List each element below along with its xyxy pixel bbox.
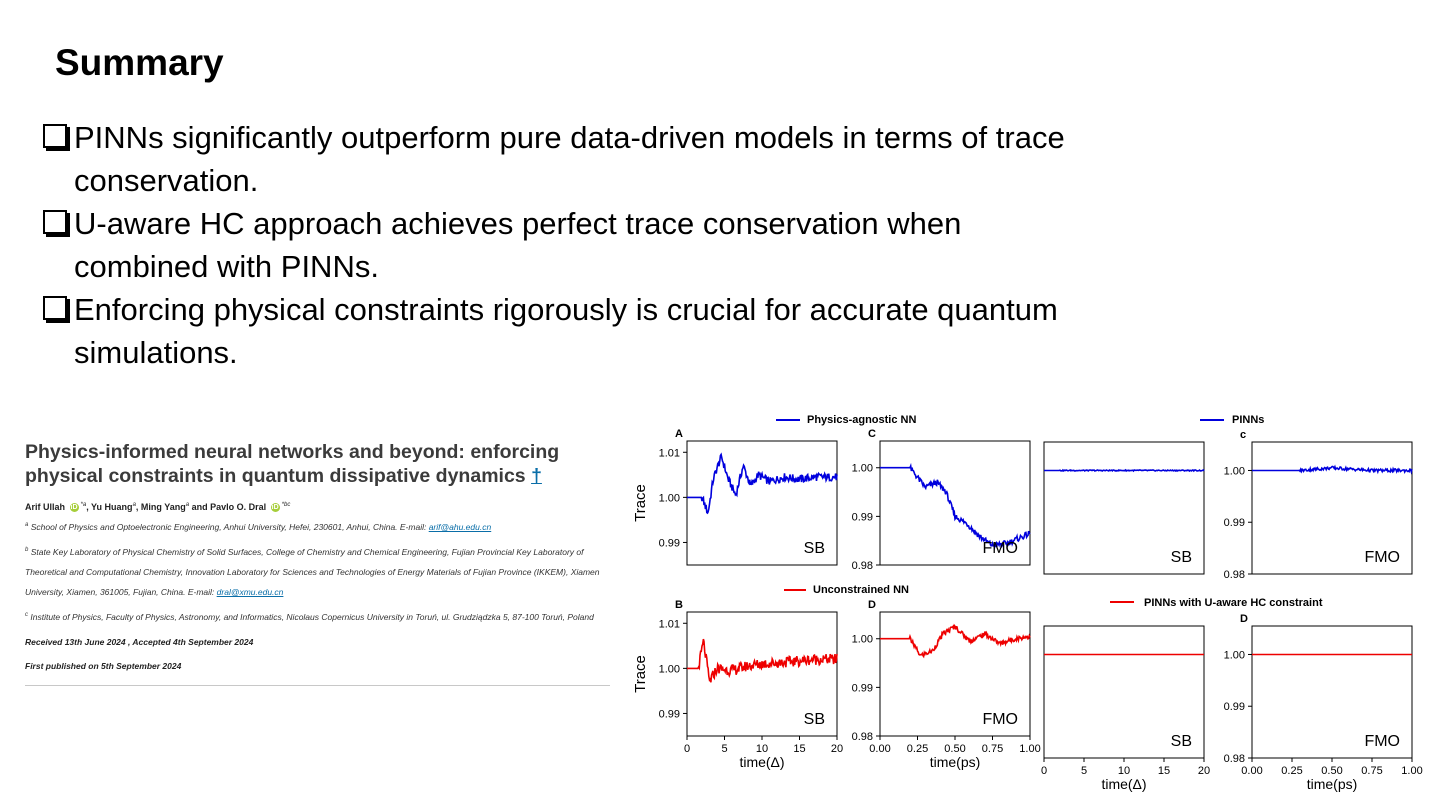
- y-tick-label: 0.98: [1223, 753, 1245, 765]
- x-axis-label: time(ps): [1306, 776, 1358, 792]
- x-tick-label: 1.00: [1401, 765, 1423, 777]
- affiliation-text: School of Physics and Optoelectronic Engineering, Anhui University, Hefei, 230601, Anhui, China. E-mail:: [30, 521, 429, 532]
- x-tick-label: 10: [1117, 765, 1131, 777]
- y-tick-label: 0.99: [658, 537, 680, 550]
- affiliation: [25, 540, 610, 602]
- y-tick-label: 1.01: [658, 618, 680, 631]
- panel-letter: C: [868, 428, 876, 440]
- panel-system-label: SB: [1170, 733, 1192, 750]
- affiliation: [25, 605, 610, 627]
- affiliation: [25, 515, 610, 537]
- x-tick-label: 0.00: [869, 743, 891, 755]
- y-tick-label: 0.98: [1223, 569, 1245, 581]
- results-figure: [620, 400, 1423, 800]
- author-name[interactable]: Pavlo O. Dral: [210, 502, 267, 512]
- x-axis-label: time(ps): [929, 754, 981, 770]
- panel-letter: c: [1240, 429, 1247, 441]
- chart-panel: [632, 428, 837, 565]
- author-sup: a: [132, 502, 136, 508]
- author-name[interactable]: Ming Yang: [140, 502, 186, 512]
- divider: [25, 685, 610, 686]
- series-line: [880, 466, 1030, 547]
- panel-letter: D: [868, 599, 876, 611]
- legend-top-left: [776, 414, 916, 426]
- x-axis-label: time(Δ): [1101, 776, 1147, 792]
- y-tick-label: 1.00: [851, 633, 873, 646]
- y-axis-label: Trace: [632, 484, 649, 522]
- series-line: [1044, 470, 1204, 471]
- y-tick-label: 0.98: [851, 731, 873, 743]
- author-sup: *a: [80, 502, 87, 508]
- y-axis-label: Trace: [632, 655, 649, 693]
- x-tick-label: 0.75: [981, 743, 1004, 755]
- panel-system-label: FMO: [982, 711, 1018, 728]
- x-tick-label: 5: [721, 743, 728, 755]
- panel-letter: B: [675, 599, 683, 611]
- x-tick-label: 0: [683, 743, 691, 755]
- y-tick-label: 0.99: [1223, 701, 1245, 714]
- series-line: [687, 455, 837, 514]
- legend-text: Physics-agnostic NN: [807, 414, 917, 426]
- panel-system-label: SB: [1170, 549, 1192, 566]
- paper-header: [25, 440, 610, 686]
- legend-text: PINNs with U-aware HC constraint: [1144, 597, 1323, 609]
- author-sep: ,: [135, 502, 141, 512]
- published-date: First published on 5th September 2024: [25, 660, 182, 671]
- y-tick-label: 0.99: [658, 708, 680, 721]
- email-link[interactable]: arif@ahu.edu.cn: [428, 521, 492, 532]
- panel-system-label: FMO: [1364, 549, 1400, 566]
- x-tick-label: 0.25: [906, 743, 929, 755]
- chart-panel: [1224, 613, 1423, 792]
- y-tick-label: 0.99: [851, 511, 873, 524]
- bullet-item: [40, 202, 1100, 288]
- x-tick-label: 0.00: [1241, 765, 1263, 777]
- y-tick-label: 0.99: [1223, 517, 1245, 530]
- bullet-item: [40, 116, 1100, 202]
- author-sep: and: [189, 502, 211, 512]
- x-tick-label: 10: [755, 743, 769, 755]
- author-sup: *bc: [281, 502, 291, 508]
- x-axis-label: time(Δ): [739, 754, 785, 770]
- chart-panel: [632, 599, 843, 770]
- legend-bottom-right: [1110, 597, 1323, 609]
- checkbox-bullet-icon: [43, 210, 67, 234]
- y-tick-label: 1.00: [658, 663, 680, 676]
- bullet-item: [40, 288, 1100, 374]
- affiliation-mark: a: [25, 522, 29, 529]
- y-tick-label: 1.00: [658, 492, 680, 505]
- legend-text: Unconstrained NN: [813, 584, 909, 596]
- chart-panel: [1044, 442, 1204, 574]
- bullet-text: PINNs significantly outperform pure data-driven models in terms of trace conservation.: [74, 120, 1065, 198]
- orcid-icon[interactable]: iD: [271, 504, 279, 512]
- x-tick-label: 0.75: [1361, 765, 1383, 777]
- bullet-text: U-aware HC approach achieves perfect trace conservation when combined with PINNs.: [74, 206, 962, 284]
- x-tick-label: 0.25: [1281, 765, 1303, 777]
- affiliation-text: Institute of Physics, Faculty of Physics, Astronomy, and Informatics, Nicolaus Copernicus University in Toruń, ul. Grudziądzka 5, 87-100 Toruń, Poland: [30, 611, 594, 622]
- panel-system-label: FMO: [1364, 733, 1400, 750]
- panel-system-label: FMO: [982, 540, 1018, 557]
- chart-panel: [1041, 626, 1210, 792]
- y-tick-label: 1.00: [1223, 465, 1245, 478]
- x-tick-label: 20: [1197, 765, 1211, 777]
- legend-top-right: [1200, 414, 1264, 426]
- panel-system-label: SB: [803, 711, 825, 728]
- y-tick-label: 0.99: [851, 682, 873, 695]
- x-tick-label: 0: [1040, 765, 1048, 777]
- panel-letter: D: [1240, 613, 1248, 625]
- author-list: [25, 502, 610, 512]
- y-tick-label: 1.00: [1223, 649, 1245, 662]
- x-tick-label: 0.50: [944, 743, 966, 755]
- paper-title: [25, 440, 610, 488]
- chart-panel: [852, 599, 1041, 770]
- slide-title: Summary: [55, 42, 224, 83]
- esi-link[interactable]: †: [531, 465, 542, 487]
- affiliation-mark: c: [25, 611, 28, 618]
- author-name[interactable]: Yu Huang: [91, 502, 133, 512]
- series-line: [880, 626, 1030, 657]
- x-tick-label: 20: [830, 743, 844, 755]
- series-line: [1252, 467, 1412, 473]
- author-name[interactable]: Arif Ullah: [25, 502, 66, 512]
- x-tick-label: 15: [1157, 765, 1171, 777]
- y-tick-label: 1.00: [851, 462, 873, 475]
- affiliation-mark: b: [25, 546, 29, 553]
- x-tick-label: 5: [1080, 765, 1088, 777]
- checkbox-bullet-icon: [43, 124, 67, 148]
- chart-panel: [1224, 429, 1412, 581]
- orcid-icon[interactable]: iD: [70, 504, 78, 512]
- checkbox-bullet-icon: [43, 296, 67, 320]
- email-link[interactable]: dral@xmu.edu.cn: [216, 586, 284, 597]
- y-tick-label: 0.98: [851, 560, 873, 572]
- y-tick-label: 1.01: [658, 447, 680, 460]
- legend-text: PINNs: [1232, 414, 1265, 426]
- x-tick-label: 0.50: [1321, 765, 1343, 777]
- legend-bottom-left: [784, 584, 909, 596]
- chart-panel: [852, 428, 1030, 572]
- received-date: Received 13th June 2024 , Accepted 4th September 2024: [25, 636, 254, 647]
- bullet-list: [40, 116, 1100, 374]
- panel-letter: A: [675, 428, 683, 440]
- paper-title-text: Physics-informed neural networks and beyond: enforcing physical constraints in quantum dissipative dynamics: [25, 441, 560, 487]
- x-tick-label: 15: [793, 743, 806, 755]
- panel-system-label: SB: [803, 540, 825, 557]
- bullet-text: Enforcing physical constraints rigorously is crucial for accurate quantum simulations.: [74, 292, 1058, 370]
- author-sup: a: [185, 502, 190, 508]
- series-line: [687, 639, 837, 682]
- x-tick-label: 1.00: [1019, 743, 1041, 755]
- author-sep: ,: [86, 502, 92, 512]
- affiliation-text: State Key Laboratory of Physical Chemistry of Solid Surfaces, College of Chemistry and Chemical Engineering, Fujian Provincial Key Laboratory of Theoretical and Computational Chemistry, Innovation Laboratory for Sciences and Technologies of Energy Materials of Fujian Province (IKKEM), Xiamen University, Xiamen, 361005, Fujian, China. E-mail:: [25, 546, 600, 597]
